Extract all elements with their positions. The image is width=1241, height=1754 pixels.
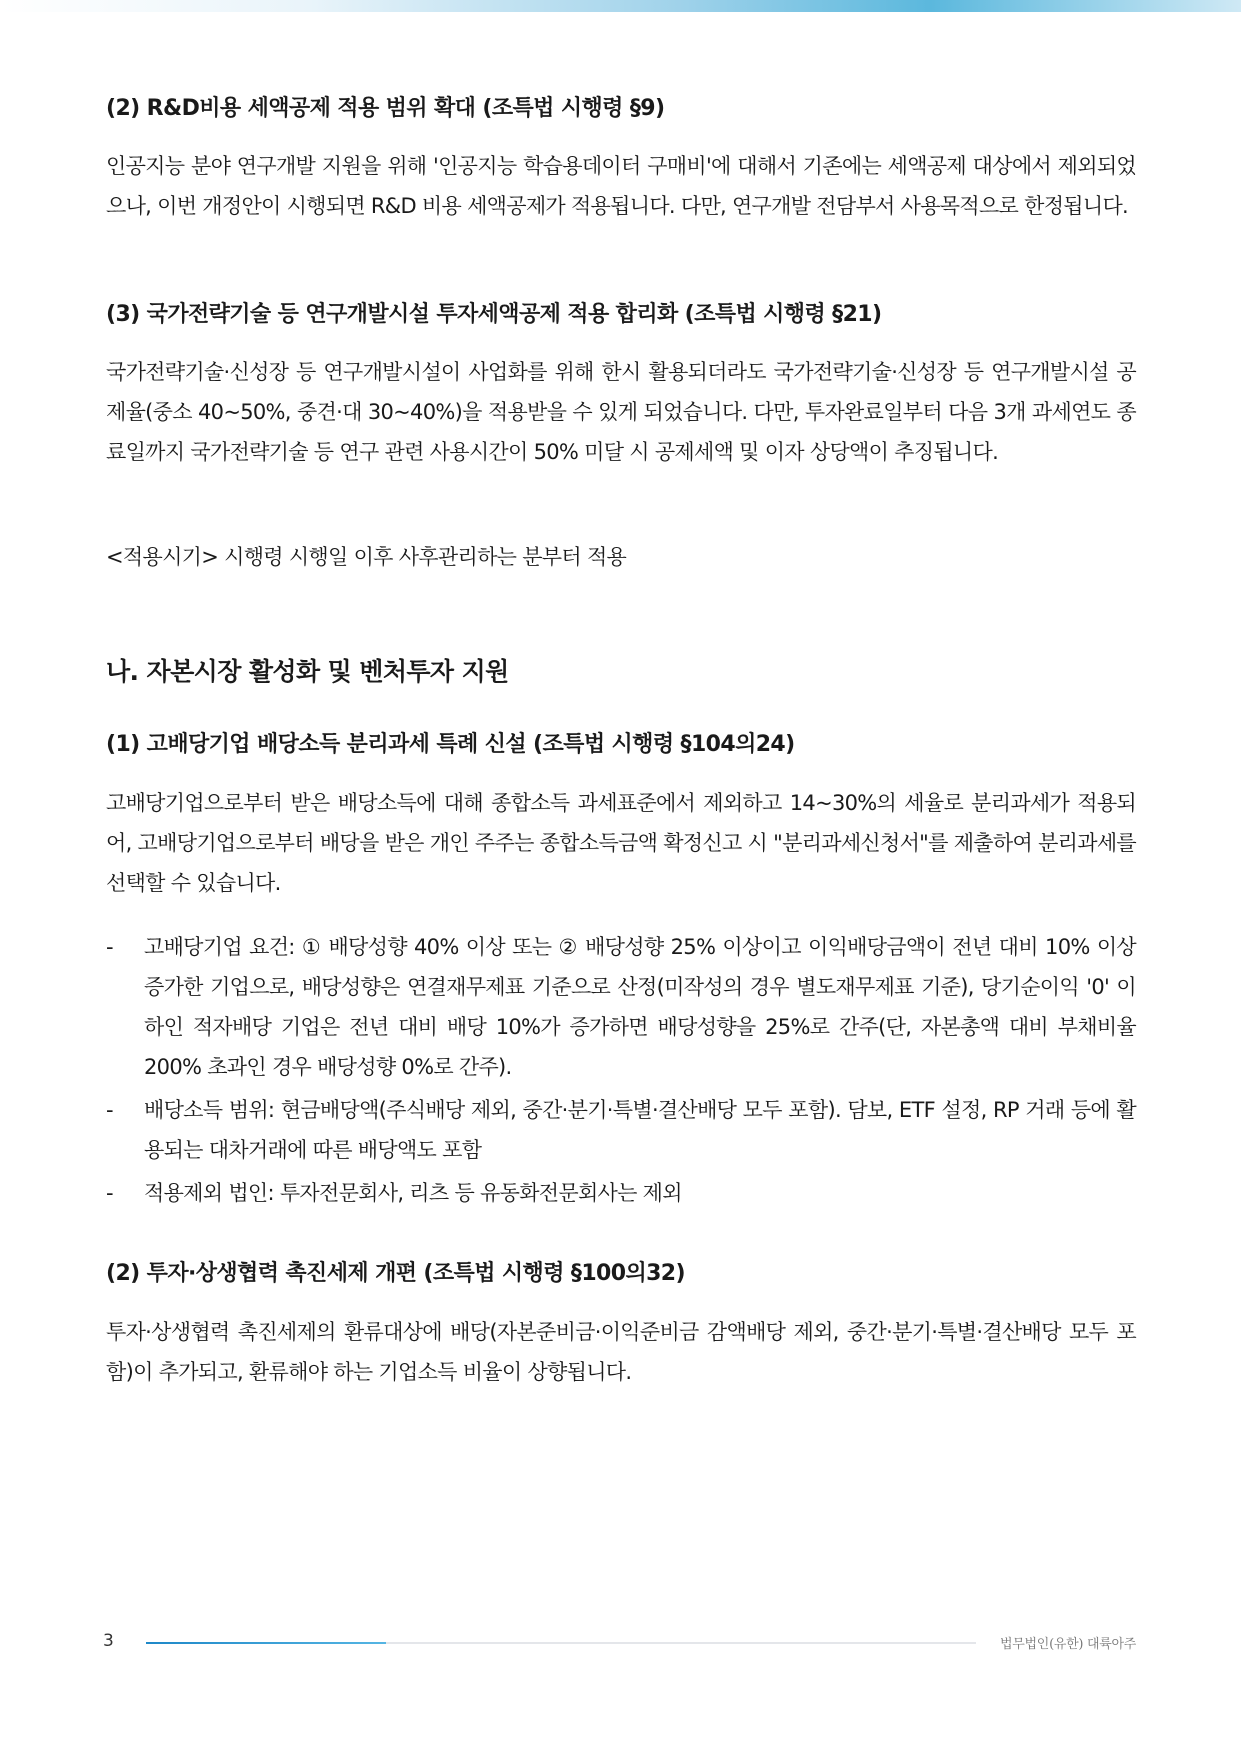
paragraph-strategic-tech: 국가전략기술·신성장 등 연구개발시설이 사업화를 위해 한시 활용되더라도 국가전략기술·신성장 등 연구개발시설 공제율(중소 40~50%, 중견·대 30~40%)을 적용받을 수 있게 되었습니다. 다만, 투자완료일부터 다음 3개 과세연도 종료일까지 국가전략기술 등 연구 관련 사용시간이 50% 미달 시 공제세액 및 이자 상당액이 추징됩니다.: [106, 360, 1136, 464]
chapter-heading-capital-market: 나. 자본시장 활성화 및 벤처투자 지원: [106, 657, 509, 686]
bullet-dash: -: [106, 935, 114, 959]
paragraph-dividend: 고배당기업으로부터 받은 배당소득에 대해 종합소득 과세표준에서 제외하고 14~30%의 세율로 분리과세가 적용되어, 고배당기업으로부터 배당을 받은 개인 주주는 종합소득금액 확정신고 시 "분리과세신청서"를 제출하여 분리과세를 선택할 수 있습니다.: [106, 791, 1136, 895]
paragraph-investment-tax: 투자·상생협력 촉진세제의 환류대상에 배당(자본준비금·이익준비금 감액배당 제외, 중간·분기·특별·결산배당 모두 포함)이 추가되고, 환류해야 하는 기업소득 비율이 상향됩니다.: [106, 1320, 1136, 1384]
bullet-dash: -: [106, 1098, 114, 1122]
bullet-text: 고배당기업 요건: ① 배당성향 40% 이상 또는 ② 배당성향 25% 이상이고 이익배당금액이 전년 대비 10% 이상 증가한 기업으로, 배당성향은 연결재무제표 기준으로 산정(미작성의 경우 별도재무제표 기준), 당기순이익 '0' 이하인 적자배당 기업은 전년 대비 배당 10%가 증가하면 배당성향을 25%로 간주(단, 자본총액 대비 부채비율 200% 초과인 경우 배당성향 0%로 간주).: [144, 935, 1136, 1079]
list-item: [106, 1173, 1136, 1213]
paragraph-rnd: 인공지능 분야 연구개발 지원을 위해 '인공지능 학습용데이터 구매비'에 대해서 기존에는 세액공제 대상에서 제외되었으나, 이번 개정안이 시행되면 R&D 비용 세액공제가 적용됩니다. 다만, 연구개발 전담부서 사용목적으로 한정됩니다.: [106, 154, 1136, 218]
top-accent-bar: [0, 0, 1241, 12]
footer-accent-line: [146, 1642, 386, 1644]
bullet-text: 배당소득 범위: 현금배당액(주식배당 제외, 중간·분기·특별·결산배당 모두 포함). 담보, ETF 설정, RP 거래 등에 활용되는 대차거래에 따른 배당액도 포함: [144, 1098, 1136, 1162]
bullet-text: 적용제외 법인: 투자전문회사, 리츠 등 유동화전문회사는 제외: [144, 1181, 682, 1205]
footer-divider: [146, 1642, 976, 1644]
section-heading-strategic-tech: (3) 국가전략기술 등 연구개발시설 투자세액공제 적용 합리화 (조특법 시행령 §21): [106, 302, 882, 327]
section-heading-investment-tax: (2) 투자·상생협력 촉진세제 개편 (조특법 시행령 §100의32): [106, 1261, 685, 1286]
page-number: 3: [103, 1631, 114, 1651]
list-item: [106, 1090, 1136, 1170]
section-heading-dividend: (1) 고배당기업 배당소득 분리과세 특례 신설 (조특법 시행령 §104의24): [106, 732, 795, 757]
bullet-dash: -: [106, 1181, 114, 1205]
application-period-note: <적용시기> 시행령 시행일 이후 사후관리하는 분부터 적용: [106, 545, 627, 569]
list-item: [106, 927, 1136, 1087]
footer-firm-name: 법무법인(유한) 대륙아주: [1000, 1637, 1136, 1652]
section-heading-rnd: (2) R&D비용 세액공제 적용 범위 확대 (조특법 시행령 §9): [106, 96, 665, 121]
